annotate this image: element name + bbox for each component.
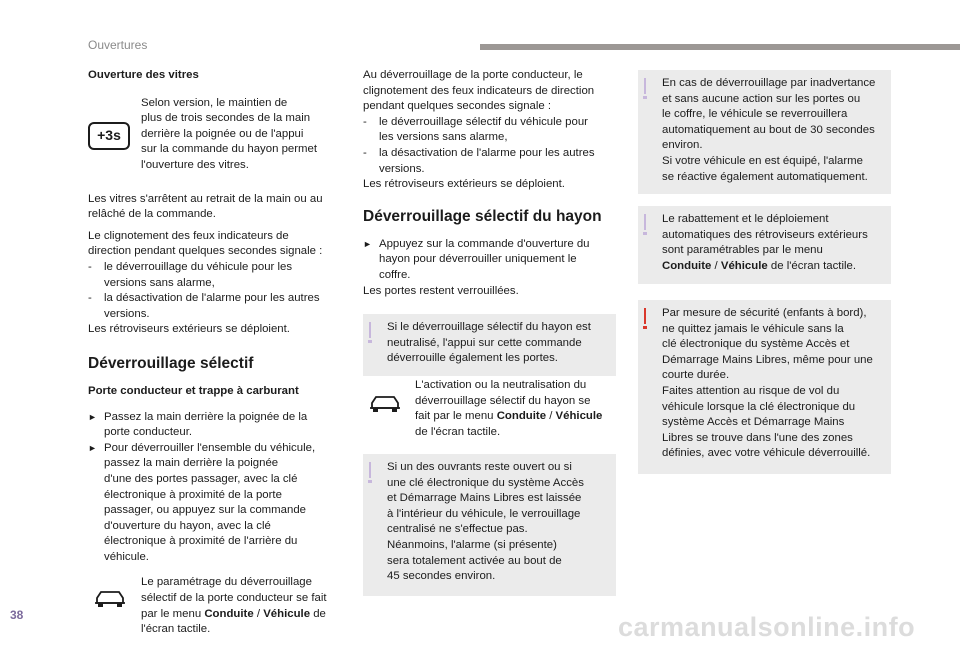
info-icon xyxy=(644,214,646,230)
info-box: Si un des ouvrants reste ouvert ou si une clé électronique du système Accès et Démarrage Mains Libres est laissée à l'intérieur du véhicule, le verrouillage centralisé ne s'effectue pas. Néanmoins, l'alarme (si présente) sera totalement activée au bout de 45 secondes environ. xyxy=(363,454,616,596)
info-box: Le rabattement et le déploiement automatiques des rétroviseurs extérieurs sont paramétrables par le menu Conduite / Véhicule de l'écran tactile. xyxy=(638,206,891,284)
info-box: Si le déverrouillage sélectif du hayon est neutralisé, l'appui sur cette commande déverrouille également les portes. xyxy=(363,314,616,376)
vitres-stop-paragraph: Les vitres s'arrêtent au retrait de la main ou au relâché de la commande. xyxy=(88,192,323,221)
hayon-heading: Déverrouillage sélectif du hayon xyxy=(363,207,602,225)
info-icon xyxy=(369,462,371,478)
list-item: ► Pour déverrouiller l'ensemble du véhicule, passez la main derrière la poignée d'une des portes passager, avec la clé électronique à proximité de la porte passager, ou appuyez sur la commande d'ouverture du hayon, avec la clé électronique à proximité de l'arrière du véhicule. xyxy=(88,441,316,563)
porte-subheading: Porte conducteur et trappe à carburant xyxy=(88,384,299,397)
warning-box: Par mesure de sécurité (enfants à bord), ne quittez jamais le véhicule sans la clé électronique du système Accès et Démarrage Mains Libres, même pour une courte durée. Faites attention au risque de vol du véhicule lorsque la clé électronique du système Accès et Démarrage Mains Libres se trouve dans l'une des zones définies, avec votre véhicule déverrouillé. xyxy=(638,300,891,474)
header-divider xyxy=(480,44,960,50)
column-1 xyxy=(88,68,348,645)
warning-icon xyxy=(644,308,646,324)
three-seconds-icon: +3s xyxy=(88,122,130,150)
section-title: Ouvertures xyxy=(88,38,148,52)
column-2 xyxy=(363,68,616,299)
car-icon xyxy=(94,589,126,609)
watermark: carmanualsonline.info xyxy=(618,612,916,642)
info-icon xyxy=(644,78,646,94)
page-number: 38 xyxy=(10,608,24,622)
info-icon xyxy=(369,322,371,338)
clignotement-paragraph: Le clignotement des feux indicateurs de direction pendant quelques secondes signale : - le déverrouillage du véhicule pour les versions sans alarme, - la désactivation de l'alarme pour les autres versions. Les rétroviseurs extérieurs se déploient. xyxy=(88,229,323,336)
intro-paragraph: Au déverrouillage de la porte conducteur, le clignotement des feux indicateurs de direction pendant quelques secondes signale : - le déverrouillage sélectif du véhicule pour les versions sans alarme, - la désactivation de l'alarme pour les autres versions. Les rétroviseurs extérieurs se déploient. xyxy=(363,69,595,191)
selectif-heading: Déverrouillage sélectif xyxy=(88,354,254,372)
list-item: ► Passez la main derrière la poignée de la porte conducteur. xyxy=(88,410,308,439)
car-note-hayon: L'activation ou la neutralisation du déverrouillage sélectif du hayon se fait par le menu Conduite / Véhicule de l'écran tactile. xyxy=(363,378,616,450)
portes-verrouillees-text: Les portes restent verrouillées. xyxy=(363,284,519,297)
info-box: En cas de déverrouillage par inadvertance et sans aucune action sur les portes ou le coffre, le véhicule se reverrouillera automatiquement au bout de 30 secondes environ. Si votre véhicule en est équipé, l'alarme se réactive également automatiquement. xyxy=(638,70,891,194)
vitres-text: Selon version, le maintien de plus de trois secondes de la main derrière la poignée ou de l'appui sur la commande du hayon permet l'ouverture des vitres. xyxy=(141,96,318,171)
list-item: ► Appuyez sur la commande d'ouverture du hayon pour déverrouiller uniquement le coffre. xyxy=(363,237,590,281)
car-icon xyxy=(369,394,401,414)
car-note: Le paramétrage du déverrouillage sélectif de la porte conducteur se fait par le menu Conduite / Véhicule de l'écran tactile. xyxy=(141,576,327,636)
vitres-title: Ouverture des vitres xyxy=(88,69,199,81)
